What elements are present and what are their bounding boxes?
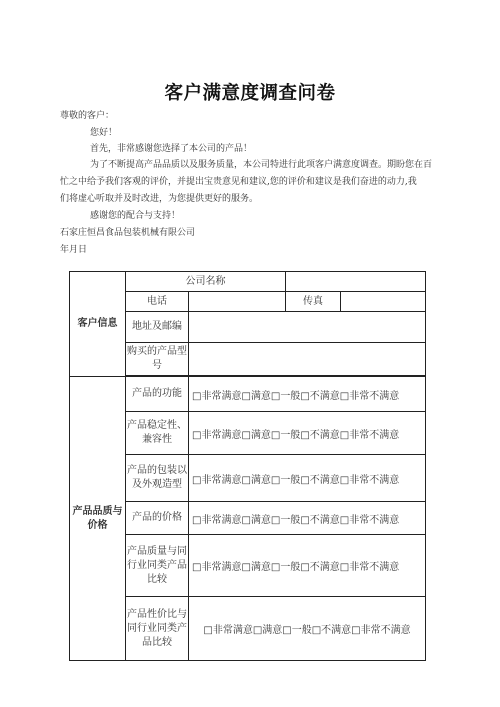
company-name-line: 石家庄恒昌食品包装机械有限公司 (60, 228, 196, 238)
product-model-field[interactable] (189, 343, 426, 376)
thanks-line: 感谢您的配合与支持！ (90, 211, 181, 221)
fax-label: 传真 (286, 292, 341, 312)
hello-line: 您好！ (90, 128, 118, 138)
intro-line-1: 首先，非常感谢您选择了本公司的产品！ (90, 144, 253, 154)
quality-price-section: 产品品质与价格 (70, 377, 126, 661)
address-label: 地址及邮编 (126, 312, 189, 343)
rating-label-value-compare: 产品性价比与同行业同类产品比较 (126, 597, 189, 661)
rating-label-quality-compare: 产品质量与同行业同类产品比较 (126, 535, 189, 597)
rating-options-packaging[interactable]: □非常满意□满意□一般□不满意□非常不满意 (189, 455, 426, 502)
rating-options-price[interactable]: □非常满意□满意□一般□不满意□非常不满意 (189, 502, 426, 535)
phone-label: 电话 (126, 292, 189, 312)
rating-options-quality-compare[interactable]: □非常满意□满意□一般□不满意□非常不满意 (189, 535, 426, 597)
rating-label-stability: 产品稳定性、兼容性 (126, 412, 189, 455)
customer-info-section: 客户信息 (70, 272, 126, 377)
fax-field[interactable] (341, 292, 426, 312)
greeting: 尊敬的客户： (60, 111, 115, 121)
intro-line-2: 为了不断提高产品品质以及服务质量，本公司特进行此项客户满意度调查。期盼您在百 (90, 160, 433, 170)
rating-label-function: 产品的功能 (126, 377, 189, 412)
rating-options-value-compare[interactable]: □非常满意□满意□一般□不满意□非常不满意 (189, 597, 426, 661)
page-title: 客户满意度调查问卷 (164, 83, 336, 104)
intro-line-3: 忙之中给予我们客观的评价，并提出宝贵意见和建议,您的评价和建议是我们奋进的动力,我 (60, 177, 417, 187)
table-row (70, 272, 426, 292)
rating-label-packaging: 产品的包装以及外观造型 (126, 455, 189, 502)
rating-options-function[interactable]: □非常满意□满意□一般□不满意□非常不满意 (189, 377, 426, 412)
survey-table (69, 271, 426, 661)
rating-options-stability[interactable]: □非常满意□满意□一般□不满意□非常不满意 (189, 412, 426, 455)
phone-field[interactable] (189, 292, 286, 312)
rating-label-price: 产品的价格 (126, 502, 189, 535)
date-line: 年月日 (60, 245, 88, 255)
product-model-label: 购买的产品型号 (126, 343, 189, 376)
intro-line-4: 们将虚心听取并及时改进，为您提供更好的服务。 (60, 194, 259, 204)
company-name-field[interactable] (286, 272, 426, 292)
address-field[interactable] (189, 312, 426, 343)
company-name-label: 公司名称 (126, 272, 286, 292)
table-row (70, 377, 426, 412)
